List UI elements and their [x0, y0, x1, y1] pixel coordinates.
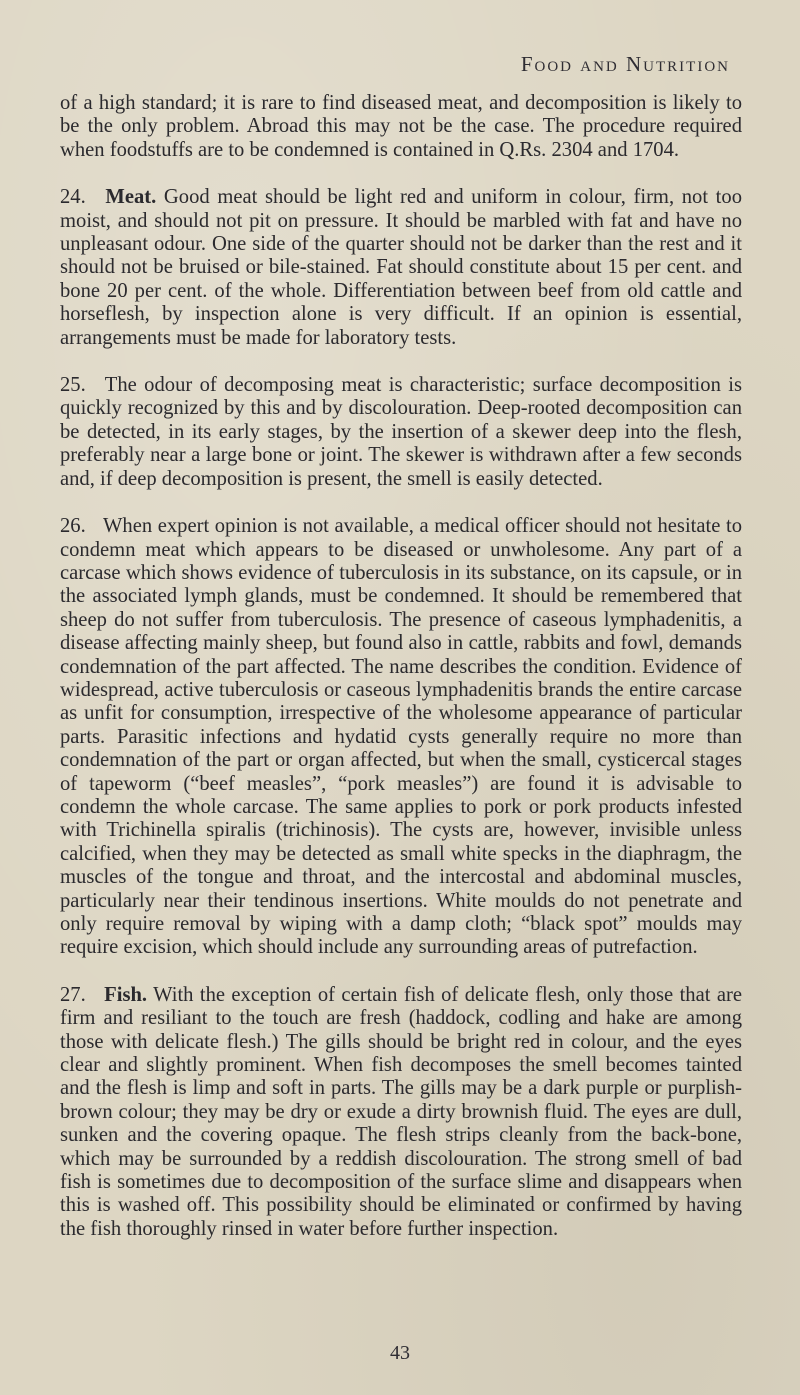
- running-head: Food and Nutrition: [520, 52, 730, 76]
- page-number: 43: [390, 1342, 410, 1364]
- paragraph-number: 25.: [60, 374, 86, 397]
- paragraph-26: [60, 515, 742, 960]
- paragraph-text: With the exception of certain fish of delicate flesh, only those that are firm and resiliant to the touch are fresh (haddock, codling and hake are among those with delicate flesh.) The gills should be bright red in colour, and the eyes clear and slightly prominent. When fish decomposes the smell becomes tainted and the flesh is limp and soft in parts. The gills may be a dark purple or purplish-brown colour; they may be dry or exude a dirty brownish fluid. The eyes are dull, sunken and the covering opaque. The flesh strips cleanly from the back-bone, which may be surrounded by a reddish discolouration. The strong smell of bad fish is sometimes due to decomposition of the surface slime and disappears when this is washed off. This possibility should be eliminated or confirmed by having the fish thoroughly rinsed in water before further inspection.: [60, 983, 742, 1240]
- paragraph-heading: Meat.: [105, 186, 157, 209]
- paragraph-text: The odour of decomposing meat is characteristic; surface decomposition is quickly recognized by this and by discolouration. Deep-rooted decomposition can be detected, in its early stages, by the insertion of a skewer deep into the flesh, preferably near a large bone or joint. The skewer is withdrawn after a few seconds and, if deep decomposition is present, the smell is easily detected.: [60, 374, 742, 490]
- paragraph-heading: Fish.: [104, 983, 148, 1006]
- paragraph-number: 27.: [60, 983, 86, 1006]
- paragraph-number: 24.: [60, 186, 86, 209]
- paragraph-25: [60, 374, 742, 491]
- paragraph-24: [60, 186, 742, 350]
- paragraph-27: [60, 984, 742, 1241]
- body-text: [60, 92, 742, 1265]
- paragraph-continuation: [60, 92, 742, 162]
- paragraph-text: Good meat should be light red and uniform in colour, firm, not too moist, and should not pit on pressure. It should be marbled with fat and have no unpleasant odour. One side of the quarter should not be darker than the rest and it should not be bruised or bile-stained. Fat should constitute about 15 per cent. and bone 20 per cent. of the whole. Differentiation between beef from old cattle and horseflesh, by inspection alone is very difficult. If an opinion is essential, arrangements must be made for laboratory tests.: [60, 186, 742, 349]
- paragraph-text: When expert opinion is not available, a medical officer should not hesitate to condemn meat which appears to be diseased or unwholesome. Any part of a carcase which shows evidence of tuberculosis in its substance, on its capsule, or in the associated lymph glands, must be condemned. It should be remembered that sheep do not suffer from tuberculosis. The presence of caseous lymphadenitis, a disease affecting mainly sheep, but found also in cattle, rabbits and fowl, demands condemnation of the part affected. The name describes the condition. Evidence of widespread, active tuberculosis or caseous lymphadenitis brands the entire carcase as unfit for consumption, irrespective of the wholesome appearance of particular parts. Parasitic infections and hydatid cysts generally require no more than condemnation of the part or organ affected, but when the small, cysticercal stages of tapeworm (“beef measles”, “pork measles”) are found it is advisable to condemn the whole carcase. The same applies to pork or pork products infested with Trichinella spiralis (trichinosis). The cysts are, however, invisible unless calcified, when they may be detected as small white specks in the diaphragm, the muscles of the tongue and throat, and the intercostal and abdominal muscles, particularly near their tendinous insertions. White moulds do not penetrate and only require removal by wiping with a damp cloth; “black spot” moulds may require excision, which should include any surrounding areas of putrefaction.: [60, 515, 742, 959]
- paragraph-text: of a high standard; it is rare to find diseased meat, and decomposition is likely to be the only problem. Abroad this may not be the case. The procedure required when foodstuffs are to be condemned is contained in Q.Rs. 2304 and 1704.: [60, 92, 742, 161]
- paragraph-number: 26.: [60, 515, 86, 538]
